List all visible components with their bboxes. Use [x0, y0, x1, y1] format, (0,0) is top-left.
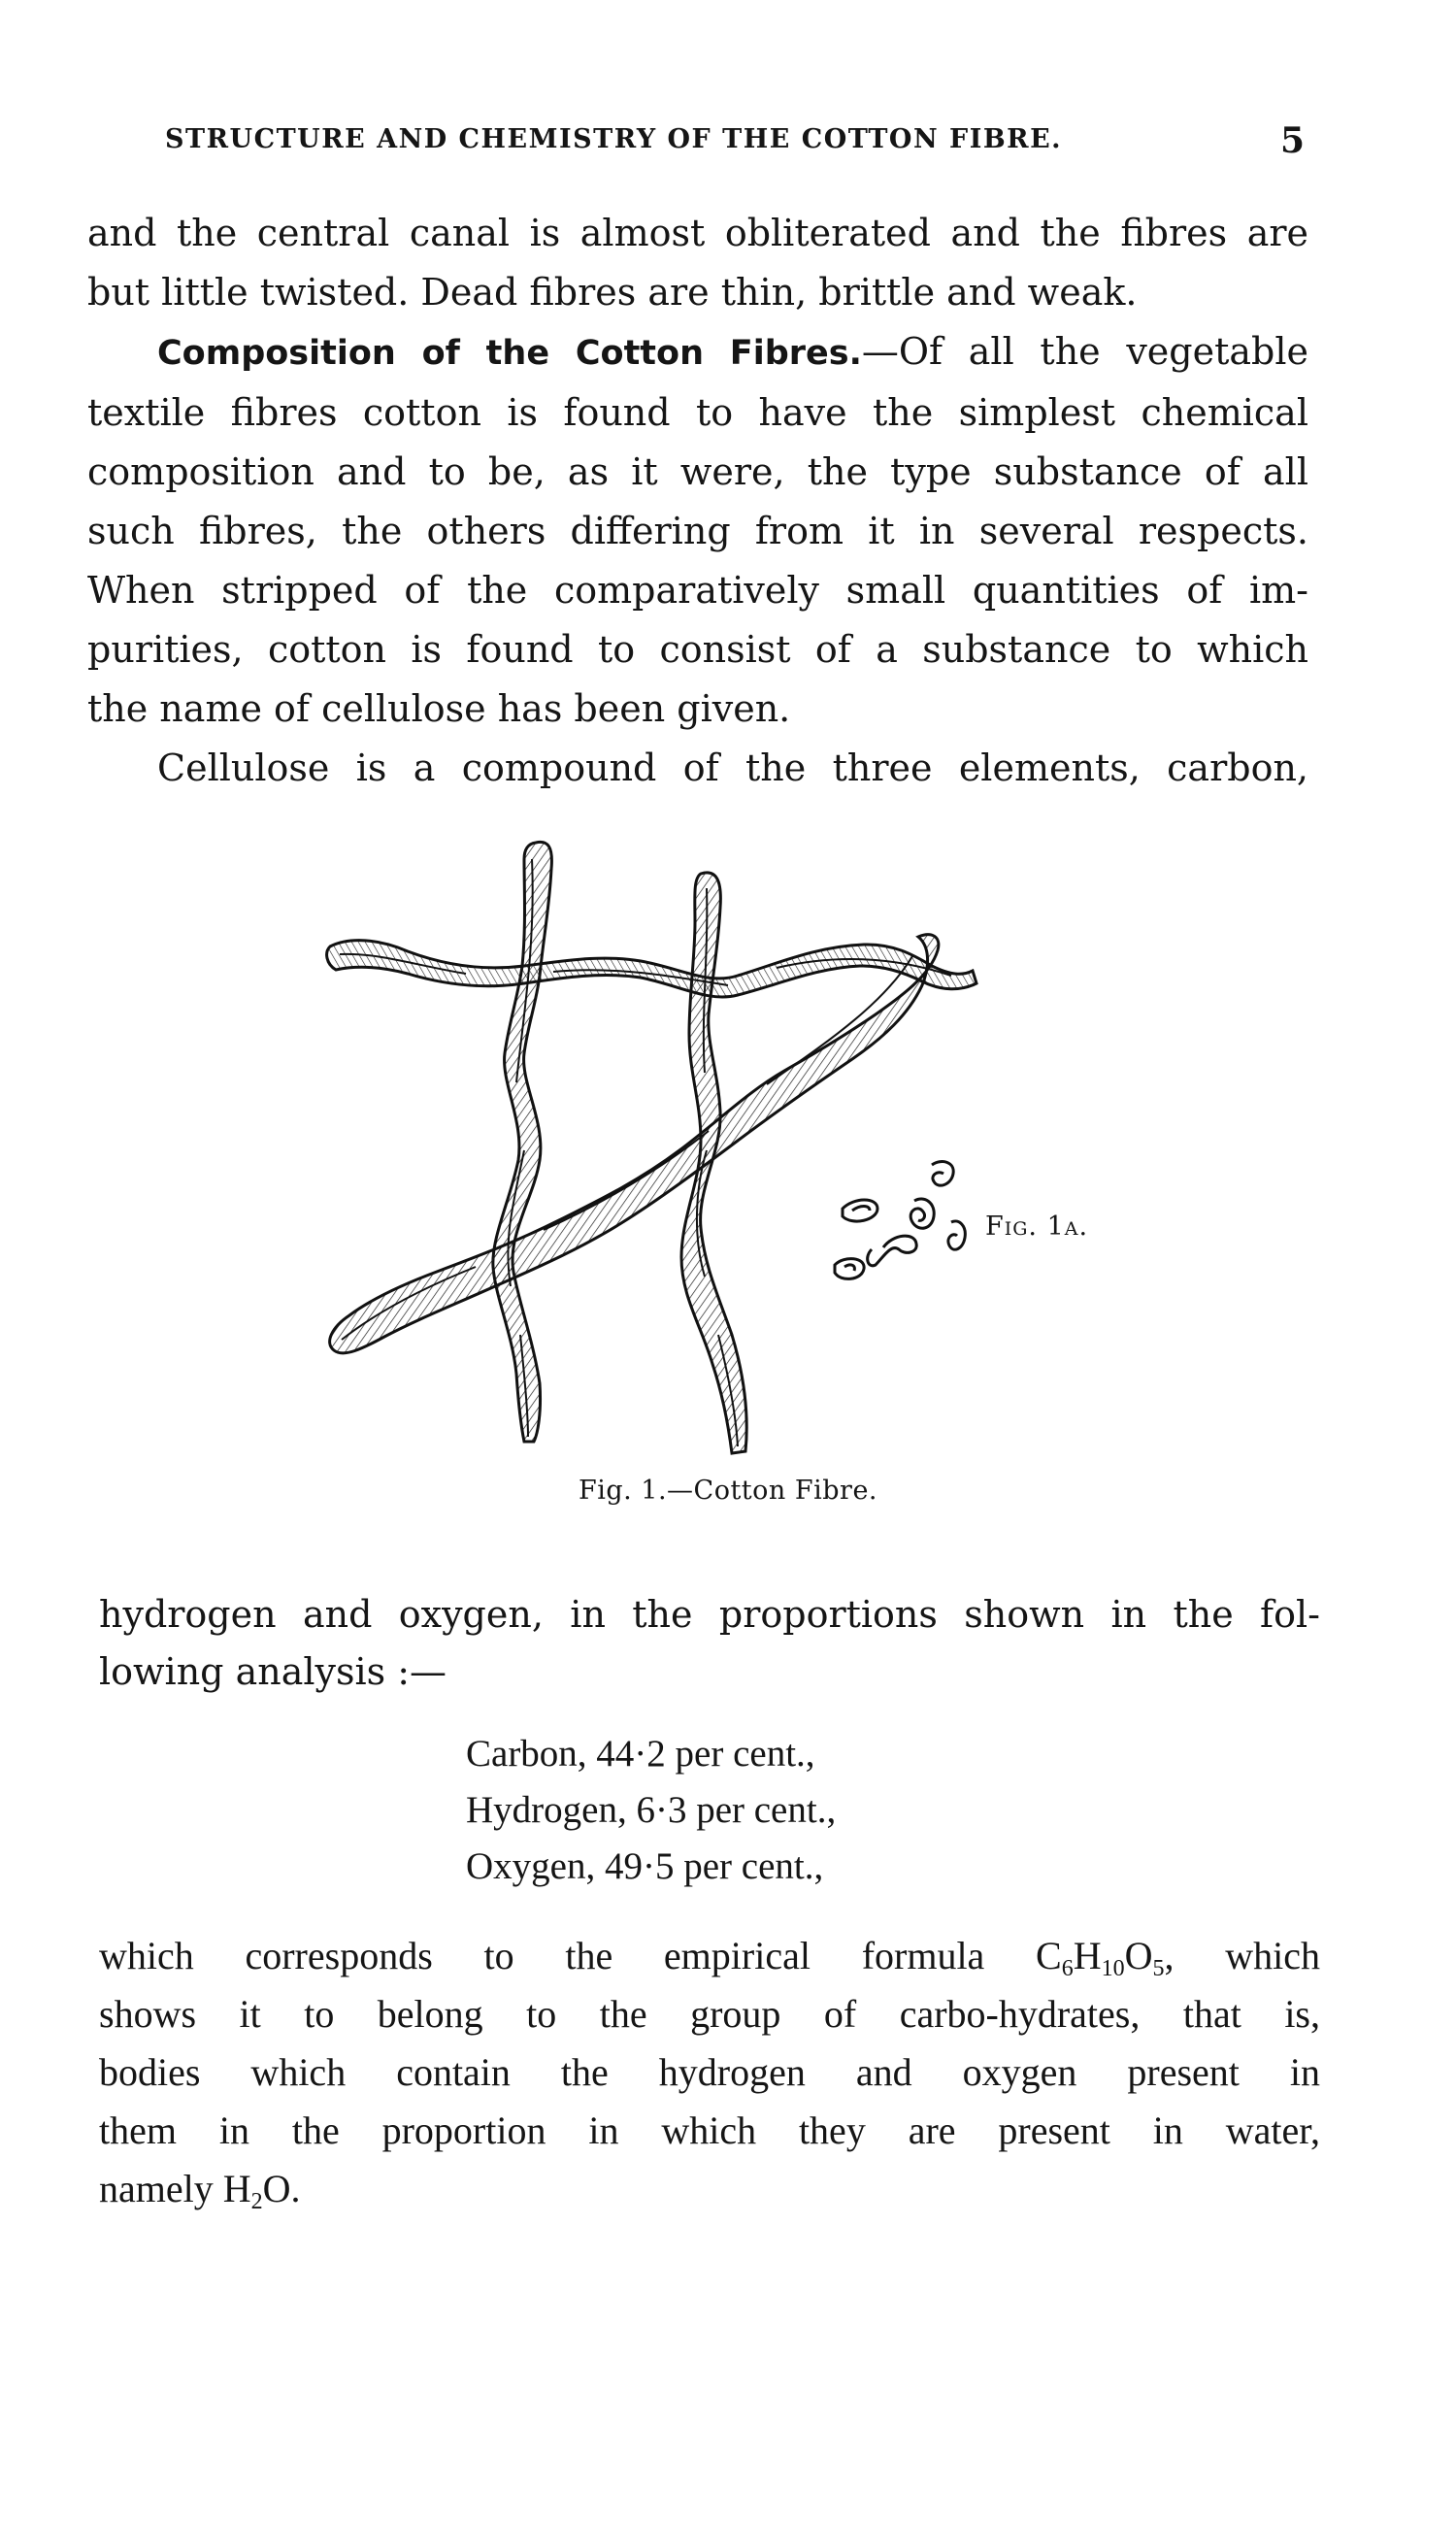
paragraph-5-line-3: bodies which contain the hydrogen and oxygen present in	[99, 2050, 1320, 2094]
formula-h: H	[1073, 1934, 1102, 1977]
section-heading-continuation: —Of all the vegetable	[861, 330, 1308, 373]
paragraph-2-line-7: the name of cellulose has been given.	[87, 687, 791, 730]
running-title: STRUCTURE AND CHEMISTRY OF THE COTTON FIBRE.	[165, 124, 1063, 154]
paragraph-5-line-1	[99, 1927, 1320, 1985]
paragraph-3-line-1: Cellulose is a compound of the three elements, carbon,	[157, 747, 1308, 789]
water-subscript: 2	[250, 2189, 263, 2215]
paragraph-1-line-2: but little twisted. Dead fibres are thin, brittle and weak.	[87, 271, 1138, 314]
formula-h-subscript: 10	[1101, 1956, 1125, 1982]
formula-lead-text: which corresponds to the empirical formula C	[99, 1934, 1062, 1977]
paragraph-5-line-2: shows it to belong to the group of carbo-hydrates, that is,	[99, 1992, 1320, 2036]
formula-o-subscript: 5	[1152, 1956, 1165, 1982]
paragraph-5-line-5	[99, 2160, 1320, 2218]
fibre-vertical-left	[493, 842, 552, 1442]
paragraph-4-line-1: hydrogen and oxygen, in the proportions shown in the fol-	[99, 1593, 1320, 1636]
paragraph-2-line-6: purities, cotton is found to consist of a substance to which	[87, 628, 1308, 671]
section-heading: Composition of the Cotton Fibres.	[157, 334, 862, 373]
fibre-cross-sections	[835, 1162, 965, 1279]
analysis-oxygen: Oxygen, 49·5 per cent.,	[466, 1845, 824, 1887]
analysis-carbon: Carbon, 44·2 per cent.,	[466, 1733, 815, 1775]
fibre-diagonal	[330, 935, 939, 1353]
paragraph-2-line-4: such fibres, the others differing from it in several respects.	[87, 510, 1308, 552]
paragraph-2-line-2: textile fibres cotton is found to have the simplest chemical	[87, 391, 1308, 434]
paragraph-1-line-1: and the central canal is almost obliterated and the fibres are	[87, 212, 1308, 254]
paragraph-2-line-3: composition and to be, as it were, the type substance of all	[87, 450, 1308, 493]
formula-trail-text: , which	[1164, 1934, 1320, 1977]
formula-o: O	[1124, 1934, 1153, 1977]
water-trail-text: O.	[262, 2167, 301, 2210]
paragraph-2-line-5: When stripped of the comparatively small quantities of im-	[87, 569, 1308, 612]
body-text-top	[87, 204, 1308, 798]
body-text-middle	[99, 1586, 1320, 1701]
formula-c-subscript: 6	[1061, 1956, 1074, 1982]
analysis-hydrogen: Hydrogen, 6·3 per cent.,	[466, 1789, 837, 1831]
figure-1a-label: Fig. 1a.	[985, 1212, 1089, 1242]
analysis-table	[466, 1726, 836, 1895]
page-number: 5	[1279, 120, 1306, 161]
running-head	[165, 120, 1306, 167]
paragraph-2-line-1	[87, 322, 1308, 383]
body-text-bottom	[99, 1927, 1320, 2218]
figure-cotton-fibre	[320, 830, 1126, 1471]
paragraph-4-line-2: lowing analysis :—	[99, 1650, 447, 1693]
cotton-fibre-illustration	[320, 830, 1126, 1471]
paragraph-5-line-4: them in the proportion in which they are present in water,	[99, 2108, 1320, 2152]
fibre-horizontal	[327, 941, 976, 997]
figure-caption: Fig. 1.—Cotton Fibre.	[578, 1476, 878, 1506]
water-lead-text: namely H	[99, 2167, 251, 2210]
